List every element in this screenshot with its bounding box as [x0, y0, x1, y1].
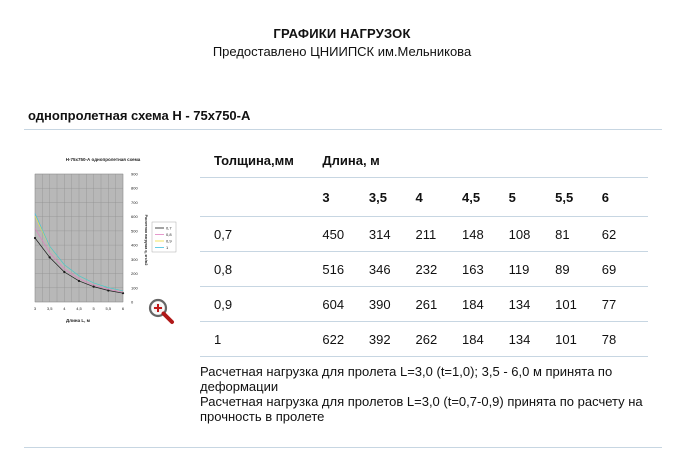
- divider-top: [24, 129, 662, 130]
- value-cell: 184: [462, 287, 509, 322]
- load-table: [200, 143, 648, 357]
- y-tick-label: 400: [131, 242, 138, 248]
- page-subtitle: Предоставлено ЦНИИПСК им.Мельникова: [212, 44, 472, 59]
- length-header: Длина, м: [322, 152, 380, 168]
- data-point: [78, 280, 80, 282]
- x-tick-label: 6: [121, 306, 125, 311]
- lengths-row-blank: [200, 178, 322, 217]
- data-point: [122, 292, 124, 294]
- y-tick-label: 500: [131, 228, 138, 234]
- x-tick-label: 4,5: [76, 306, 82, 311]
- x-tick-label: 4: [63, 306, 66, 311]
- length-cell: 3,5: [369, 178, 416, 217]
- table-row: [200, 252, 648, 287]
- value-cell: 101: [555, 322, 602, 357]
- value-cell: 211: [415, 217, 462, 252]
- x-tick-label: 5: [92, 306, 95, 311]
- value-cell: 262: [415, 322, 462, 357]
- y-tick-label: 100: [131, 285, 138, 291]
- value-cell: 101: [555, 287, 602, 322]
- value-cell: 134: [509, 287, 556, 322]
- value-cell: 119: [509, 252, 556, 287]
- x-tick-label: 3,5: [46, 306, 53, 311]
- thickness-cell: 1: [200, 322, 322, 357]
- legend-label: 0,7: [166, 225, 172, 231]
- data-point: [63, 271, 65, 273]
- table-row: [200, 287, 648, 322]
- y-tick-label: 600: [131, 214, 138, 220]
- thickness-header: Толщина,мм: [214, 152, 294, 168]
- value-cell: 622: [322, 322, 369, 357]
- note-line-2: Расчетная нагрузка для пролетов L=3,0 (t=0,7-0,9) принята по расчету на прочность в пролете: [200, 394, 643, 424]
- legend-label: 0,9: [166, 238, 172, 244]
- length-cell: 6: [602, 178, 648, 217]
- value-cell: 261: [415, 287, 462, 322]
- divider-bottom: [24, 447, 662, 448]
- y-tick-label: 300: [131, 256, 138, 262]
- value-cell: 148: [462, 217, 509, 252]
- value-cell: 108: [509, 217, 556, 252]
- length-cell: 4: [415, 178, 462, 217]
- length-cell: 4,5: [462, 178, 509, 217]
- value-cell: 604: [322, 287, 369, 322]
- value-cell: 450: [322, 217, 369, 252]
- thickness-cell: 0,9: [200, 287, 322, 322]
- value-cell: 390: [369, 287, 416, 322]
- value-cell: 62: [602, 217, 648, 252]
- value-cell: 184: [462, 322, 509, 357]
- value-cell: 134: [509, 322, 556, 357]
- x-tick-labels: [34, 306, 125, 311]
- section-title: однопролетная схема Н - 75х750-А: [28, 108, 251, 123]
- page-title: ГРАФИКИ НАГРУЗОК: [273, 26, 411, 41]
- notes: [200, 364, 660, 424]
- lengths-row: [200, 178, 648, 217]
- y-tick-label: 0: [131, 299, 134, 305]
- length-cell: 3: [322, 178, 369, 217]
- y-tick-labels: [131, 172, 138, 305]
- x-tick-label: 3: [33, 306, 37, 311]
- value-cell: 232: [415, 252, 462, 287]
- legend-label: 0,8: [166, 232, 172, 237]
- value-cell: 163: [462, 252, 509, 287]
- value-cell: 78: [602, 322, 648, 357]
- zoom-magnifier-icon[interactable]: [146, 296, 176, 326]
- x-tick-label: 5,5: [105, 306, 112, 311]
- chart-title: Н-75х750-А однопролетная схема: [65, 157, 141, 162]
- y-tick-label: 800: [131, 185, 138, 191]
- length-cell: 5,5: [555, 178, 602, 217]
- y-tick-label: 700: [131, 199, 138, 205]
- data-point: [93, 286, 95, 288]
- y-axis-label: Расчетная нагрузка q, кгс/м2: [144, 214, 148, 266]
- value-cell: 516: [322, 252, 369, 287]
- legend-label: 1: [166, 245, 169, 250]
- chart-legend: [152, 222, 176, 252]
- value-cell: 346: [369, 252, 416, 287]
- table-row: [200, 322, 648, 357]
- data-point: [49, 256, 51, 258]
- value-cell: 81: [555, 217, 602, 252]
- y-tick-label: 200: [131, 271, 138, 277]
- note-line-1: Расчетная нагрузка для пролета L=3,0 (t=1,0); 3,5 - 6,0 м принята по деформации: [200, 364, 613, 394]
- x-axis-label: Длина L, м: [66, 318, 90, 323]
- value-cell: 69: [602, 252, 648, 287]
- thickness-cell: 0,7: [200, 217, 322, 252]
- y-tick-label: 900: [131, 171, 138, 177]
- value-cell: 314: [369, 217, 416, 252]
- length-cell: 5: [509, 178, 556, 217]
- value-cell: 89: [555, 252, 602, 287]
- table-header-row: [200, 143, 648, 178]
- value-cell: 77: [602, 287, 648, 322]
- value-cell: 392: [369, 322, 416, 357]
- table-row: [200, 217, 648, 252]
- thickness-cell: 0,8: [200, 252, 322, 287]
- data-point: [34, 237, 36, 239]
